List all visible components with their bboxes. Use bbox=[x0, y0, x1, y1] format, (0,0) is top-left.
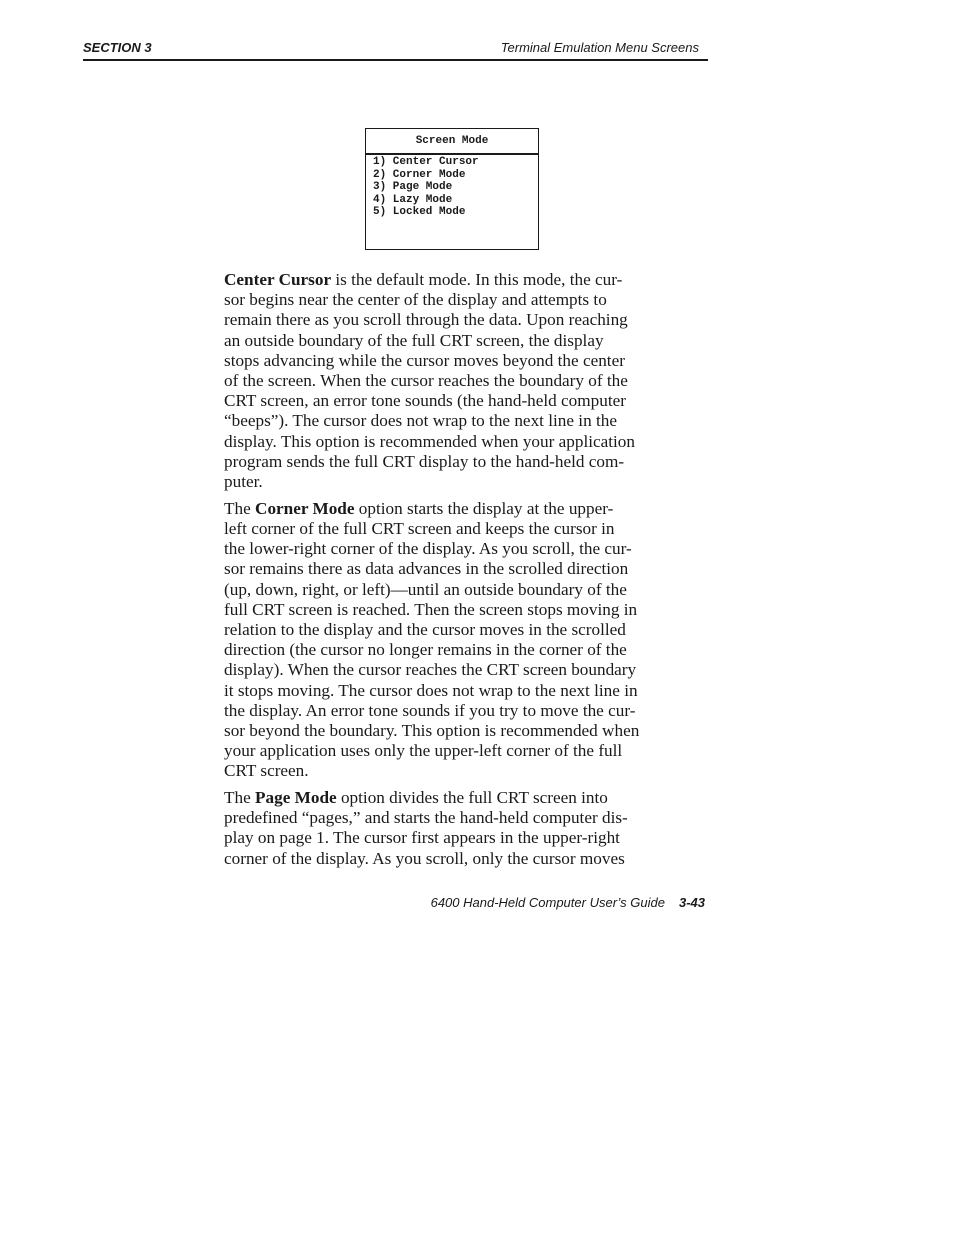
text-run: display). When the cursor reaches the CRT screen boundary bbox=[224, 660, 637, 680]
text-run: an outside boundary of the full CRT screen, the display bbox=[224, 330, 604, 350]
chapter-title: Terminal Emulation Menu Screens bbox=[500, 40, 699, 55]
text-line bbox=[224, 331, 708, 351]
text-run: the lower-right corner of the display. As you scroll, the cur- bbox=[224, 539, 632, 559]
bold-term: Center Cursor bbox=[224, 270, 332, 289]
text-line bbox=[224, 452, 708, 472]
text-line bbox=[224, 808, 708, 828]
text-run: is the default mode. In this mode, the cur- bbox=[331, 270, 623, 289]
page-footer bbox=[300, 895, 705, 910]
text-run: play on page 1. The cursor first appears in the upper-right bbox=[224, 828, 620, 848]
text-line bbox=[224, 681, 708, 701]
text-line bbox=[224, 620, 708, 640]
text-line bbox=[224, 519, 708, 539]
text-line bbox=[224, 849, 708, 869]
text-line bbox=[224, 640, 708, 660]
text-run: sor begins near the center of the display and attempts to bbox=[224, 290, 607, 310]
section-label: SECTION 3 bbox=[83, 40, 152, 55]
text-line bbox=[224, 270, 708, 290]
text-run: remain there as you scroll through the data. Upon reaching bbox=[224, 310, 628, 330]
text-run: The bbox=[224, 788, 256, 808]
text-line bbox=[224, 472, 708, 492]
text-line bbox=[224, 741, 708, 761]
text-run: left corner of the full CRT screen and keeps the cursor in bbox=[224, 518, 615, 538]
menu-options bbox=[366, 155, 538, 219]
menu-option-center-cursor: 1) Center Cursor bbox=[373, 156, 479, 168]
text-run: CRT screen. bbox=[224, 761, 309, 781]
text-line bbox=[224, 828, 708, 848]
guide-title: 6400 Hand-Held Computer User’s Guide bbox=[430, 895, 665, 910]
text-line bbox=[224, 411, 708, 431]
text-run: predefined “pages,” and starts the hand-held computer dis- bbox=[224, 808, 628, 828]
text-line bbox=[224, 290, 708, 310]
text-run: of the screen. When the cursor reaches the boundary of the bbox=[224, 371, 628, 391]
page-number: 3-43 bbox=[678, 895, 705, 910]
text-run: corner of the display. As you scroll, only the cursor moves bbox=[224, 848, 625, 868]
text-run: the display. An error tone sounds if you try to move the cur- bbox=[224, 700, 636, 720]
menu-option-lazy-mode: 4) Lazy Mode bbox=[373, 193, 453, 206]
text-line bbox=[224, 432, 708, 452]
text-run: The bbox=[224, 498, 256, 518]
text-run: it stops moving. The cursor does not wrap to the next line in bbox=[224, 680, 638, 700]
paragraph-corner-mode bbox=[224, 499, 708, 782]
text-line bbox=[224, 660, 708, 680]
bold-term: Page Mode bbox=[255, 788, 337, 808]
text-run: option divides the full CRT screen into bbox=[336, 788, 608, 808]
text-run: option starts the display at the upper- bbox=[354, 498, 614, 518]
text-run: your application uses only the upper-left corner of the full bbox=[224, 741, 623, 761]
text-run: display. This option is recommended when your application bbox=[224, 431, 635, 451]
text-line bbox=[224, 600, 708, 620]
text-line bbox=[224, 761, 708, 781]
text-run: direction (the cursor no longer remains in the corner of the bbox=[224, 640, 627, 660]
text-line bbox=[224, 539, 708, 559]
paragraph-center-cursor bbox=[224, 270, 708, 492]
text-line bbox=[224, 499, 708, 519]
screen-mode-menu-figure bbox=[365, 128, 539, 250]
text-line bbox=[224, 580, 708, 600]
text-run: program sends the full CRT display to the hand-held com- bbox=[224, 451, 625, 471]
text-run: puter. bbox=[224, 472, 263, 492]
text-run: (up, down, right, or left)—until an outside boundary of the bbox=[224, 579, 627, 599]
text-line bbox=[224, 701, 708, 721]
text-line bbox=[224, 559, 708, 579]
text-line bbox=[224, 351, 708, 371]
bold-term: Corner Mode bbox=[255, 498, 355, 518]
text-run: sor remains there as data advances in the scrolled direction bbox=[224, 559, 629, 579]
body-text bbox=[224, 270, 708, 875]
text-line bbox=[224, 391, 708, 411]
menu-option-corner-mode: 2) Corner Mode bbox=[373, 168, 466, 181]
paragraph-page-mode bbox=[224, 788, 708, 869]
page-header bbox=[83, 39, 708, 61]
text-run: stops advancing while the cursor moves beyond the center bbox=[224, 350, 625, 370]
text-run: CRT screen, an error tone sounds (the hand-held computer bbox=[224, 391, 626, 411]
text-line bbox=[224, 310, 708, 330]
text-run: full CRT screen is reached. Then the screen stops moving in bbox=[224, 599, 638, 619]
text-line bbox=[224, 721, 708, 741]
text-line bbox=[224, 788, 708, 808]
text-run: sor beyond the boundary. This option is recommended when bbox=[224, 720, 640, 740]
text-run: relation to the display and the cursor moves in the scrolled bbox=[224, 619, 626, 639]
menu-option-page-mode: 3) Page Mode bbox=[373, 181, 453, 194]
text-line bbox=[224, 371, 708, 391]
text-run: “beeps”). The cursor does not wrap to the next line in the bbox=[224, 411, 617, 431]
menu-title: Screen Mode bbox=[366, 129, 538, 155]
menu-option-locked-mode: 5) Locked Mode bbox=[373, 206, 466, 219]
